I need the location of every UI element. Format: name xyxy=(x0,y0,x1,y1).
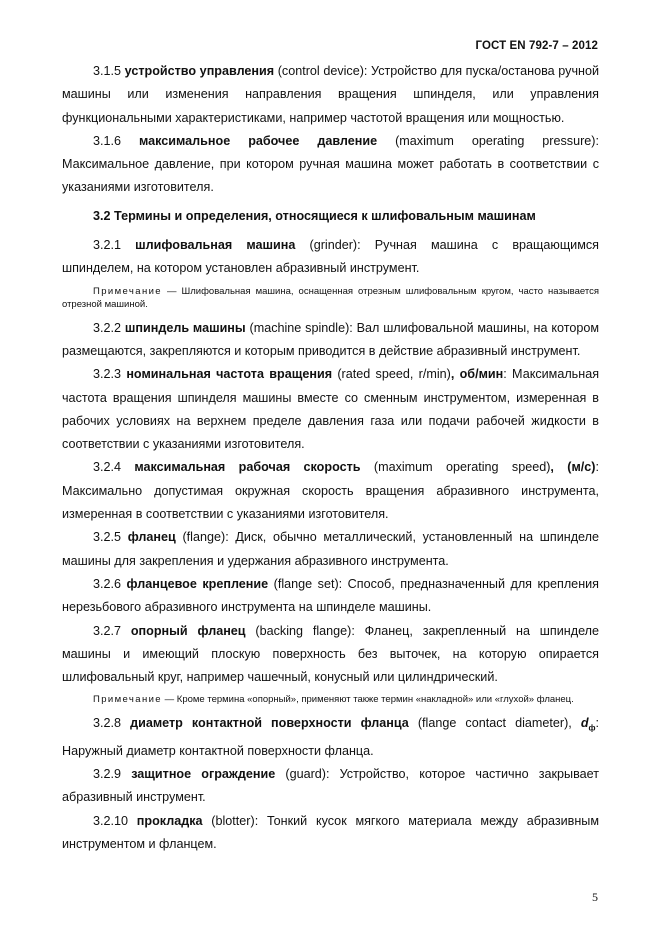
standard-code: ГОСТ EN 792-7 – 2012 xyxy=(475,40,598,52)
note-backing-flange xyxy=(62,693,599,707)
definition-3-1-6 xyxy=(62,130,599,200)
definition-3-2-7 xyxy=(62,620,599,690)
term: устройство управления xyxy=(124,64,275,78)
term: опорный фланец xyxy=(130,623,246,638)
page-number: 5 xyxy=(592,890,598,904)
term: шпиндель машины xyxy=(124,320,246,335)
note-text: — Кроме термина «опорный», применяют также термин «накладной» или «глухой» фланец. xyxy=(162,694,574,706)
definition-3-2-6 xyxy=(62,573,599,620)
definition-text: : Максимальная частота вращения шпинделя машины вместе со сменным инструментом, измеренная в рабочих условиях на верхнем пределе давления газа или подачи рабочей жидкости в соответствии с указаниями изготовителя. xyxy=(62,367,600,452)
english-term: (maximum operating speed) xyxy=(360,460,551,475)
definition-text: (machine spindle): Вал шлифовальной машины, на котором размещаются, закрепляются и которым приводится в действие абразивный инструмент. xyxy=(62,320,599,358)
definition-text: : Наружный диаметр контактной поверхности фланца. xyxy=(62,715,600,758)
page-body xyxy=(62,60,599,856)
definition-text: (flange): Диск, обычно металлический, установленный на шпинделе машины для закрепления и удержания абразивного инструмента. xyxy=(62,530,599,568)
clause-number: 3.2.10 xyxy=(93,813,129,828)
definition-text: (flange set): Способ, предназначенный для крепления нерезьбового абразивного инструмента на шпинделе машины. xyxy=(62,576,599,615)
definition-3-2-2 xyxy=(62,317,599,364)
term: фланец xyxy=(127,530,176,545)
term: шлифовальная машина xyxy=(135,238,296,253)
term: максимальная рабочая скорость xyxy=(134,460,361,475)
symbol: d xyxy=(580,715,589,730)
term: защитное ограждение xyxy=(131,767,276,782)
unit: , (м/с) xyxy=(550,460,596,475)
definition-3-2-5 xyxy=(62,526,599,573)
term: диаметр контактной поверхности фланца xyxy=(130,715,409,730)
definition-text: (control device): Устройство для пуска/останова ручной машины или изменения направления вращения шпинделя, или управления функциональными характеристиками, например частотой вращения или мощностью. xyxy=(62,64,600,125)
clause-number: 3.2.5 xyxy=(93,530,122,545)
definition-3-2-4 xyxy=(62,456,599,526)
definition-text: (backing flange): Фланец, закрепленный на шпинделе машины и имеющий плоскую поверхность без выточек, на которую опирается шлифовальный круг, например чашечный, конусный или цилиндрический. xyxy=(62,623,600,685)
definition-text: (guard): Устройство, которое частично закрывает абразивный инструмент. xyxy=(62,767,599,805)
definition-3-2-1 xyxy=(62,234,599,281)
definition-3-2-10 xyxy=(62,810,599,857)
symbol-subscript: ф xyxy=(588,723,596,733)
clause-number: 3.2.6 xyxy=(93,576,122,591)
term: максимальное рабочее давление xyxy=(138,133,378,148)
definition-text: (maximum operating pressure): Максимальное давление, при котором ручная машина может работать в соответствии с указаниями изготовителя. xyxy=(62,133,599,195)
clause-number: 3.2.9 xyxy=(93,767,122,782)
clause-number: 3.2.8 xyxy=(93,715,122,730)
unit: , об/мин xyxy=(450,367,504,382)
clause-number: 3.2.3 xyxy=(93,367,122,382)
clause-number: 3.1.5 xyxy=(93,64,122,78)
clause-number: 3.2.2 xyxy=(93,320,122,335)
definition-3-2-8 xyxy=(62,712,599,763)
definition-3-2-9 xyxy=(62,763,599,810)
note-text: — Шлифовальная машина, оснащенная отрезным шлифовальным кругом, часто называется отрезной машиной. xyxy=(62,285,599,311)
section-heading: 3.2 Термины и определения, относящиеся к шлифовальным машинам xyxy=(93,208,536,223)
note-label: Примечание xyxy=(93,285,162,297)
clause-number: 3.2.1 xyxy=(93,238,122,253)
english-term: (rated speed, r/min) xyxy=(332,367,451,382)
definition-3-1-5 xyxy=(62,60,599,130)
clause-number: 3.1.6 xyxy=(93,133,122,148)
term: номинальная частота вращения xyxy=(126,367,333,382)
note-grinder xyxy=(62,285,599,312)
definition-text: : Максимально допустимая окружная скорость вращения абразивного инструмента, измеренная в соответствии с указаниями изготовителя. xyxy=(62,460,599,522)
term: фланцевое крепление xyxy=(126,576,269,591)
english-term: (flange contact diameter), xyxy=(408,715,581,730)
definition-text: (grinder): Ручная машина с вращающимся шпинделем, на котором установлен абразивный инструмент. xyxy=(62,238,599,276)
clause-number: 3.2.4 xyxy=(93,460,122,475)
note-label: Примечание xyxy=(93,694,162,706)
clause-number: 3.2.7 xyxy=(93,623,122,638)
definition-3-2-3 xyxy=(62,363,599,456)
definition-text: (blotter): Тонкий кусок мягкого материала между абразивным инструментом и фланцем. xyxy=(62,813,600,851)
term: прокладка xyxy=(136,813,203,828)
